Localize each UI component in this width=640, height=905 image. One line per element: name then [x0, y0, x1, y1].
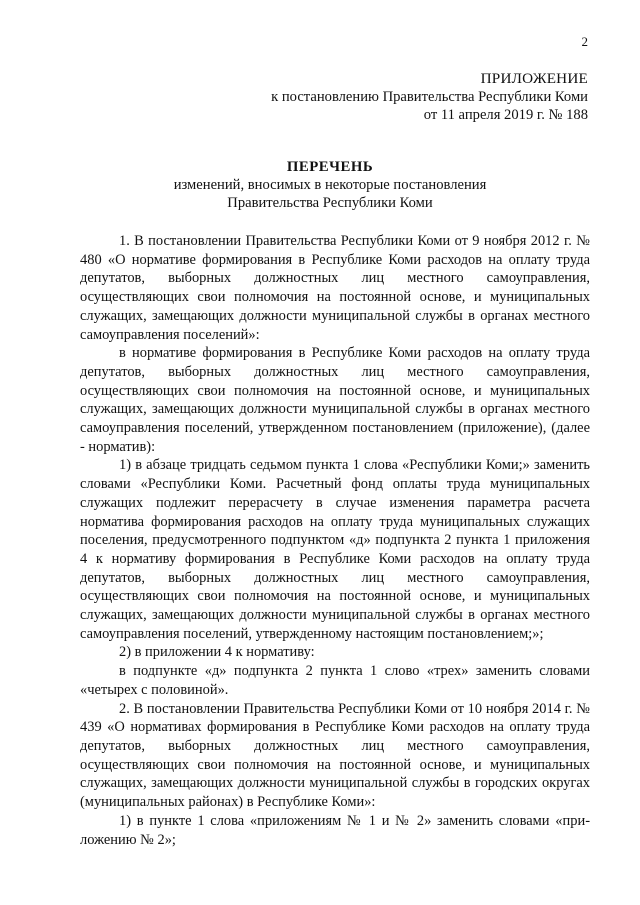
paragraph: 1) в пункте 1 слова «приложениям № 1 и № 2» заменить словами «приложению № 2»;: [80, 812, 590, 848]
page-number: 2: [581, 34, 588, 49]
appendix-line-2: от 11 апреля 2019 г. № 188: [423, 107, 588, 123]
document-title: ПЕРЕЧЕНЬ: [286, 159, 374, 175]
document-body: [80, 232, 590, 849]
paragraph: 2. В постановлении Правительства Республики Коми от 10 ноября 2014 г. № 439 «О нормативах формирования в Республике Коми расходов на оплату труда депутатов, выборных должностных лиц местного самоуправления, осуществляющих свои полномочия на постоянной основе, и муниципальных служащих, замещающих должности муниципальной службы в городских округах (муниципальных районах) в Республике Коми»:: [80, 700, 590, 811]
paragraph: 1. В постановлении Правительства Республики Коми от 9 ноября 2012 г. № 480 «О нормативе формирования в Республике Коми расходов на оплату труда депутатов, выборных должностных лиц местного самоуправления, осуществляющих свои полномочия на постоянной основе, и муниципальных служащих, замещающих должности муниципальной службы в органах местного самоуправления поселений»:: [80, 233, 590, 343]
paragraph: 1) в абзаце тридцать седьмом пункта 1 слова «Республики Коми;» заменить словами «Республики Коми. Расчетный фонд оплаты труда муниципальных служащих подлежит перерасчету в случае изменения параметра расчета норматива формирования расходов на оплату труда муниципальных служащих поселения, предусмотренного подпунктом «д» подпункта 2 пункта 1 приложения 4 к нормативу формирования в Республике Коми расходов на оплату труда депутатов, выборных должностных лиц местного самоуправления, осуществляющих свои полномочия на постоянной основе, и муниципальных служащих, замещающих должности муниципальной службы в органах местного самоуправления поселений, утвержденному настоящим постановлением;»;: [80, 457, 590, 642]
paragraph: 2) в приложении 4 к нормативу:: [119, 644, 315, 661]
paragraph: в подпункте «д» подпункта 2 пункта 1 слово «трех» заменить словами «четырех с половиной».: [80, 663, 590, 698]
appendix-line-1: к постановлению Правительства Республики Коми: [271, 89, 588, 105]
document-subtitle-line-1: изменений, вносимых в некоторые постановления: [173, 177, 487, 193]
document-title-block: [70, 158, 590, 212]
appendix-header: [271, 70, 588, 124]
document-subtitle-line-2: Правительства Республики Коми: [227, 195, 433, 211]
appendix-heading: ПРИЛОЖЕНИЕ: [480, 70, 588, 87]
paragraph: в нормативе формирования в Республике Коми расходов на оплату труда депутатов, выборных должностных лиц местного самоуправления, осуществляющих свои полномочия на постоянной основе, и муниципальных служащих, замещающих должности муниципальной службы в органах местного самоуправления поселений, утвержденном постановлением (приложение), (далее - норматив):: [80, 345, 590, 455]
